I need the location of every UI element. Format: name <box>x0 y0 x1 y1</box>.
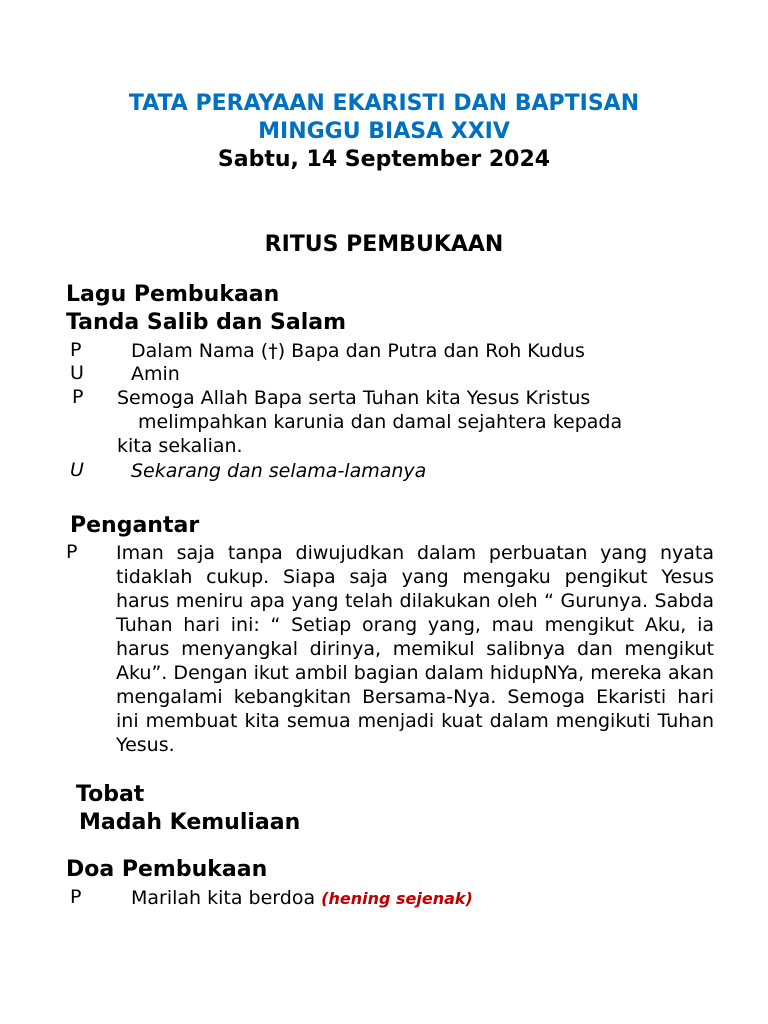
role-label: U <box>70 362 84 384</box>
role-label: P <box>70 886 82 908</box>
page-title-line2: MINGGU BIASA XXIV <box>258 119 510 144</box>
section-heading-ritus: RITUS PEMBUKAAN <box>264 232 504 257</box>
doa-text: Marilah kita berdoa <box>131 887 316 909</box>
dialog-line: Amin <box>131 363 180 385</box>
dialog-line: kita sekalian. <box>117 435 243 457</box>
page-date: Sabtu, 14 September 2024 <box>217 147 551 172</box>
role-label: U <box>70 459 84 481</box>
dialog-line: Semoga Allah Bapa serta Tuhan kita Yesus Kristus <box>117 387 591 409</box>
pengantar-paragraph: Iman saja tanpa diwujudkan dalam perbuatan yang nyata tidaklah cukup. Siapa saja yang mengaku pengikut Yesus harus meniru apa yang telah dilakukan oleh “ Gurunya. Sabda Tuhan hari ini: “ Setiap orang yang, mau mengikut Aku, ia harus menyangkal dirinya, memikul salibnya dan mengikut Aku”. Dengan ikut ambil bagian dalam hidupNYa, mereka akan mengalami kebangkitan Bersama-Nya. Semoga Ekaristi hari ini membuat kita semua menjadi kuat dalam mengikuti Tuhan Yesus. <box>116 542 714 756</box>
dialog-line: Sekarang dan selama-lamanya <box>131 460 427 482</box>
heading-lagu-pembukaan: Lagu Pembukaan <box>66 282 280 307</box>
heading-tanda-salib: Tanda Salib dan Salam <box>66 310 347 335</box>
doa-line <box>131 886 473 911</box>
heading-doa-pembukaan: Doa Pembukaan <box>66 857 268 882</box>
rubric-note: (hening sejenak) <box>321 889 473 908</box>
page-title-line1: TATA PERAYAAN EKARISTI DAN BAPTISAN <box>128 91 640 116</box>
heading-pengantar: Pengantar <box>70 513 200 538</box>
role-label: P <box>70 339 82 361</box>
role-label: P <box>72 386 84 408</box>
role-label: P <box>66 541 78 563</box>
heading-tobat: Tobat <box>76 782 145 807</box>
dialog-line: melimpahkan karunia dan damal sejahtera kepada <box>138 411 623 433</box>
heading-madah-kemuliaan: Madah Kemuliaan <box>79 810 301 835</box>
dialog-line: Dalam Nama (†) Bapa dan Putra dan Roh Kudus <box>131 340 585 362</box>
